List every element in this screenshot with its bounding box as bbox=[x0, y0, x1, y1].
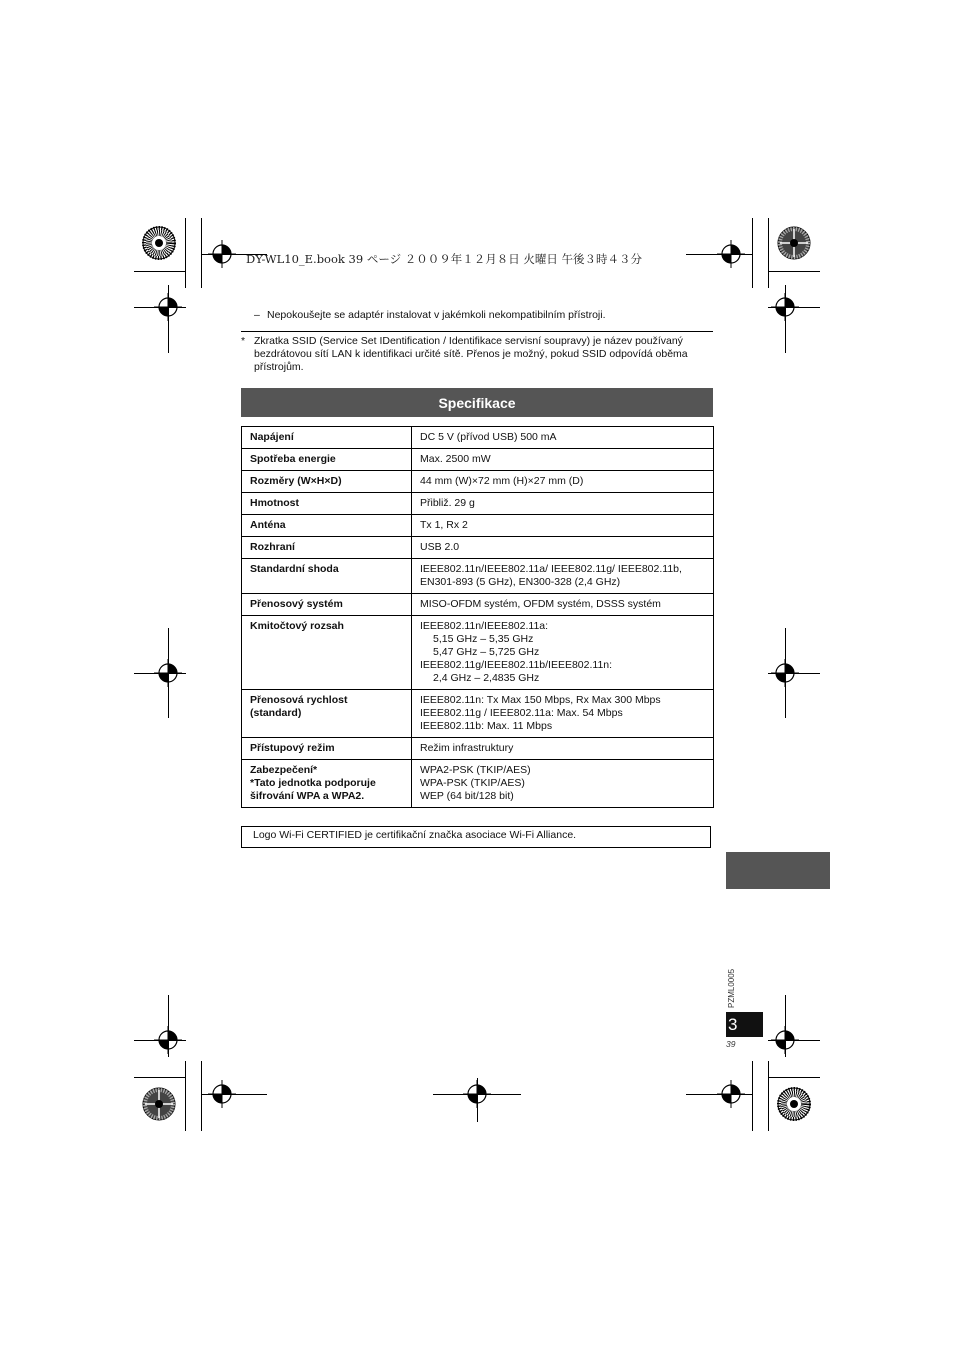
spec-value bbox=[412, 690, 714, 738]
registration-mark-icon bbox=[154, 293, 182, 321]
spec-key-line: Zabezpečení* bbox=[250, 764, 318, 776]
spec-value-line: IEEE802.11g / IEEE802.11a: Max. 54 Mbps bbox=[420, 707, 623, 719]
table-row bbox=[242, 537, 714, 559]
spec-value-line: IEEE802.11g/IEEE802.11b/IEEE802.11n: bbox=[420, 659, 613, 671]
footnote bbox=[254, 335, 714, 374]
spec-value: MISO-OFDM systém, OFDM systém, DSSS systém bbox=[412, 594, 714, 616]
table-row bbox=[242, 427, 714, 449]
spec-key: Hmotnost bbox=[242, 493, 412, 515]
spec-value-line: 2,4 GHz – 2,4835 GHz bbox=[433, 672, 540, 684]
starburst-target-icon bbox=[142, 226, 176, 260]
registration-mark-icon bbox=[154, 659, 182, 687]
table-row bbox=[242, 690, 714, 738]
spec-value: Režim infrastruktury bbox=[412, 738, 714, 760]
spec-value: 44 mm (W)×72 mm (H)×27 mm (D) bbox=[412, 471, 714, 493]
footnote-line: přístrojům. bbox=[254, 361, 304, 373]
page-number: 39 bbox=[726, 1039, 736, 1049]
spec-value-line: 5,15 GHz – 5,35 GHz bbox=[433, 633, 534, 645]
starburst-target-icon bbox=[142, 1087, 176, 1121]
table-row bbox=[242, 616, 714, 690]
spec-key: Napájení bbox=[242, 427, 412, 449]
spec-key: Rozměry (W×H×D) bbox=[242, 471, 412, 493]
registration-mark-icon bbox=[771, 293, 799, 321]
spec-value: Max. 2500 mW bbox=[412, 449, 714, 471]
divider bbox=[241, 331, 713, 332]
registration-mark-icon bbox=[154, 1026, 182, 1054]
book-header-line: DY-WL10_E.book 39 ページ ２００９年１２月８日 火曜日 午後３時４３分 bbox=[246, 252, 643, 266]
dash-note: Nepokoušejte se adaptér instalovat v jakémkoli nekompatibilním přístroji. bbox=[267, 309, 606, 321]
table-row bbox=[242, 594, 714, 616]
spec-value bbox=[412, 616, 714, 690]
registration-mark-icon bbox=[771, 659, 799, 687]
spec-value: Tx 1, Rx 2 bbox=[412, 515, 714, 537]
spec-value: Přibliž. 29 g bbox=[412, 493, 714, 515]
spec-value: DC 5 V (přívod USB) 500 mA bbox=[412, 427, 714, 449]
registration-mark-icon bbox=[717, 1080, 745, 1108]
spec-value-line: IEEE802.11n/IEEE802.11a/ IEEE802.11g/ IEEE802.11b, bbox=[420, 563, 682, 575]
table-row bbox=[242, 493, 714, 515]
starburst-target-icon bbox=[777, 1087, 811, 1121]
spec-key: Spotřeba energie bbox=[242, 449, 412, 471]
registration-mark-icon bbox=[463, 1080, 491, 1108]
spec-key bbox=[242, 760, 412, 808]
footnote-line: Zkratka SSID (Service Set IDentification / Identifikace servisní soupravy) je název používaný bbox=[254, 335, 683, 347]
table-row bbox=[242, 760, 714, 808]
spec-value-line: WEP (64 bit/128 bit) bbox=[420, 790, 514, 802]
spec-value-line: 5,47 GHz – 5,725 GHz bbox=[433, 646, 540, 658]
spec-value-line: IEEE802.11b: Max. 11 Mbps bbox=[420, 720, 553, 732]
table-row bbox=[242, 449, 714, 471]
language-tab bbox=[726, 852, 830, 889]
spec-table bbox=[241, 426, 714, 808]
spec-key-line: Přenosová rychlost bbox=[250, 694, 348, 706]
table-row bbox=[242, 471, 714, 493]
section-title: Specifikace bbox=[241, 388, 713, 417]
table-row bbox=[242, 559, 714, 594]
spec-key: Anténa bbox=[242, 515, 412, 537]
footnote-line: bezdrátovou sítí LAN k identifikaci určité sítě. Přenos je možný, pokud SSID odpovídá oběma bbox=[254, 348, 688, 360]
doc-code: PZML0005 bbox=[727, 968, 736, 1008]
registration-mark-icon bbox=[771, 1026, 799, 1054]
spec-value-line: WPA-PSK (TKIP/AES) bbox=[420, 777, 525, 789]
starburst-target-icon bbox=[777, 226, 811, 260]
spec-value: USB 2.0 bbox=[412, 537, 714, 559]
dash-note-marker: – bbox=[254, 309, 260, 321]
spec-value-line: EN301-893 (5 GHz), EN300-328 (2,4 GHz) bbox=[420, 576, 621, 588]
spec-value-line: IEEE802.11n: Tx Max 150 Mbps, Rx Max 300 Mbps bbox=[420, 694, 661, 706]
spec-value-line: WPA2-PSK (TKIP/AES) bbox=[420, 764, 531, 776]
spec-key-line: šifrování WPA a WPA2. bbox=[250, 790, 365, 802]
spec-value-line: IEEE802.11n/IEEE802.11a: bbox=[420, 620, 549, 632]
footnote-marker: * bbox=[241, 335, 246, 347]
table-row bbox=[242, 738, 714, 760]
spec-value bbox=[412, 760, 714, 808]
spec-key-line: (standard) bbox=[250, 707, 302, 719]
registration-mark-icon bbox=[208, 240, 236, 268]
spec-key: Rozhraní bbox=[242, 537, 412, 559]
table-row bbox=[242, 515, 714, 537]
spec-key: Standardní shoda bbox=[242, 559, 412, 594]
registration-mark-icon bbox=[208, 1080, 236, 1108]
spec-value bbox=[412, 559, 714, 594]
section-number-badge: 3 bbox=[726, 1012, 763, 1037]
registration-mark-icon bbox=[717, 240, 745, 268]
logo-note: Logo Wi-Fi CERTIFIED je certifikační značka asociace Wi-Fi Alliance. bbox=[241, 826, 711, 848]
spec-key bbox=[242, 690, 412, 738]
spec-key: Přístupový režim bbox=[242, 738, 412, 760]
spec-key: Kmitočtový rozsah bbox=[242, 616, 412, 690]
spec-key-line: *Tato jednotka podporuje bbox=[250, 777, 376, 789]
spec-key: Přenosový systém bbox=[242, 594, 412, 616]
